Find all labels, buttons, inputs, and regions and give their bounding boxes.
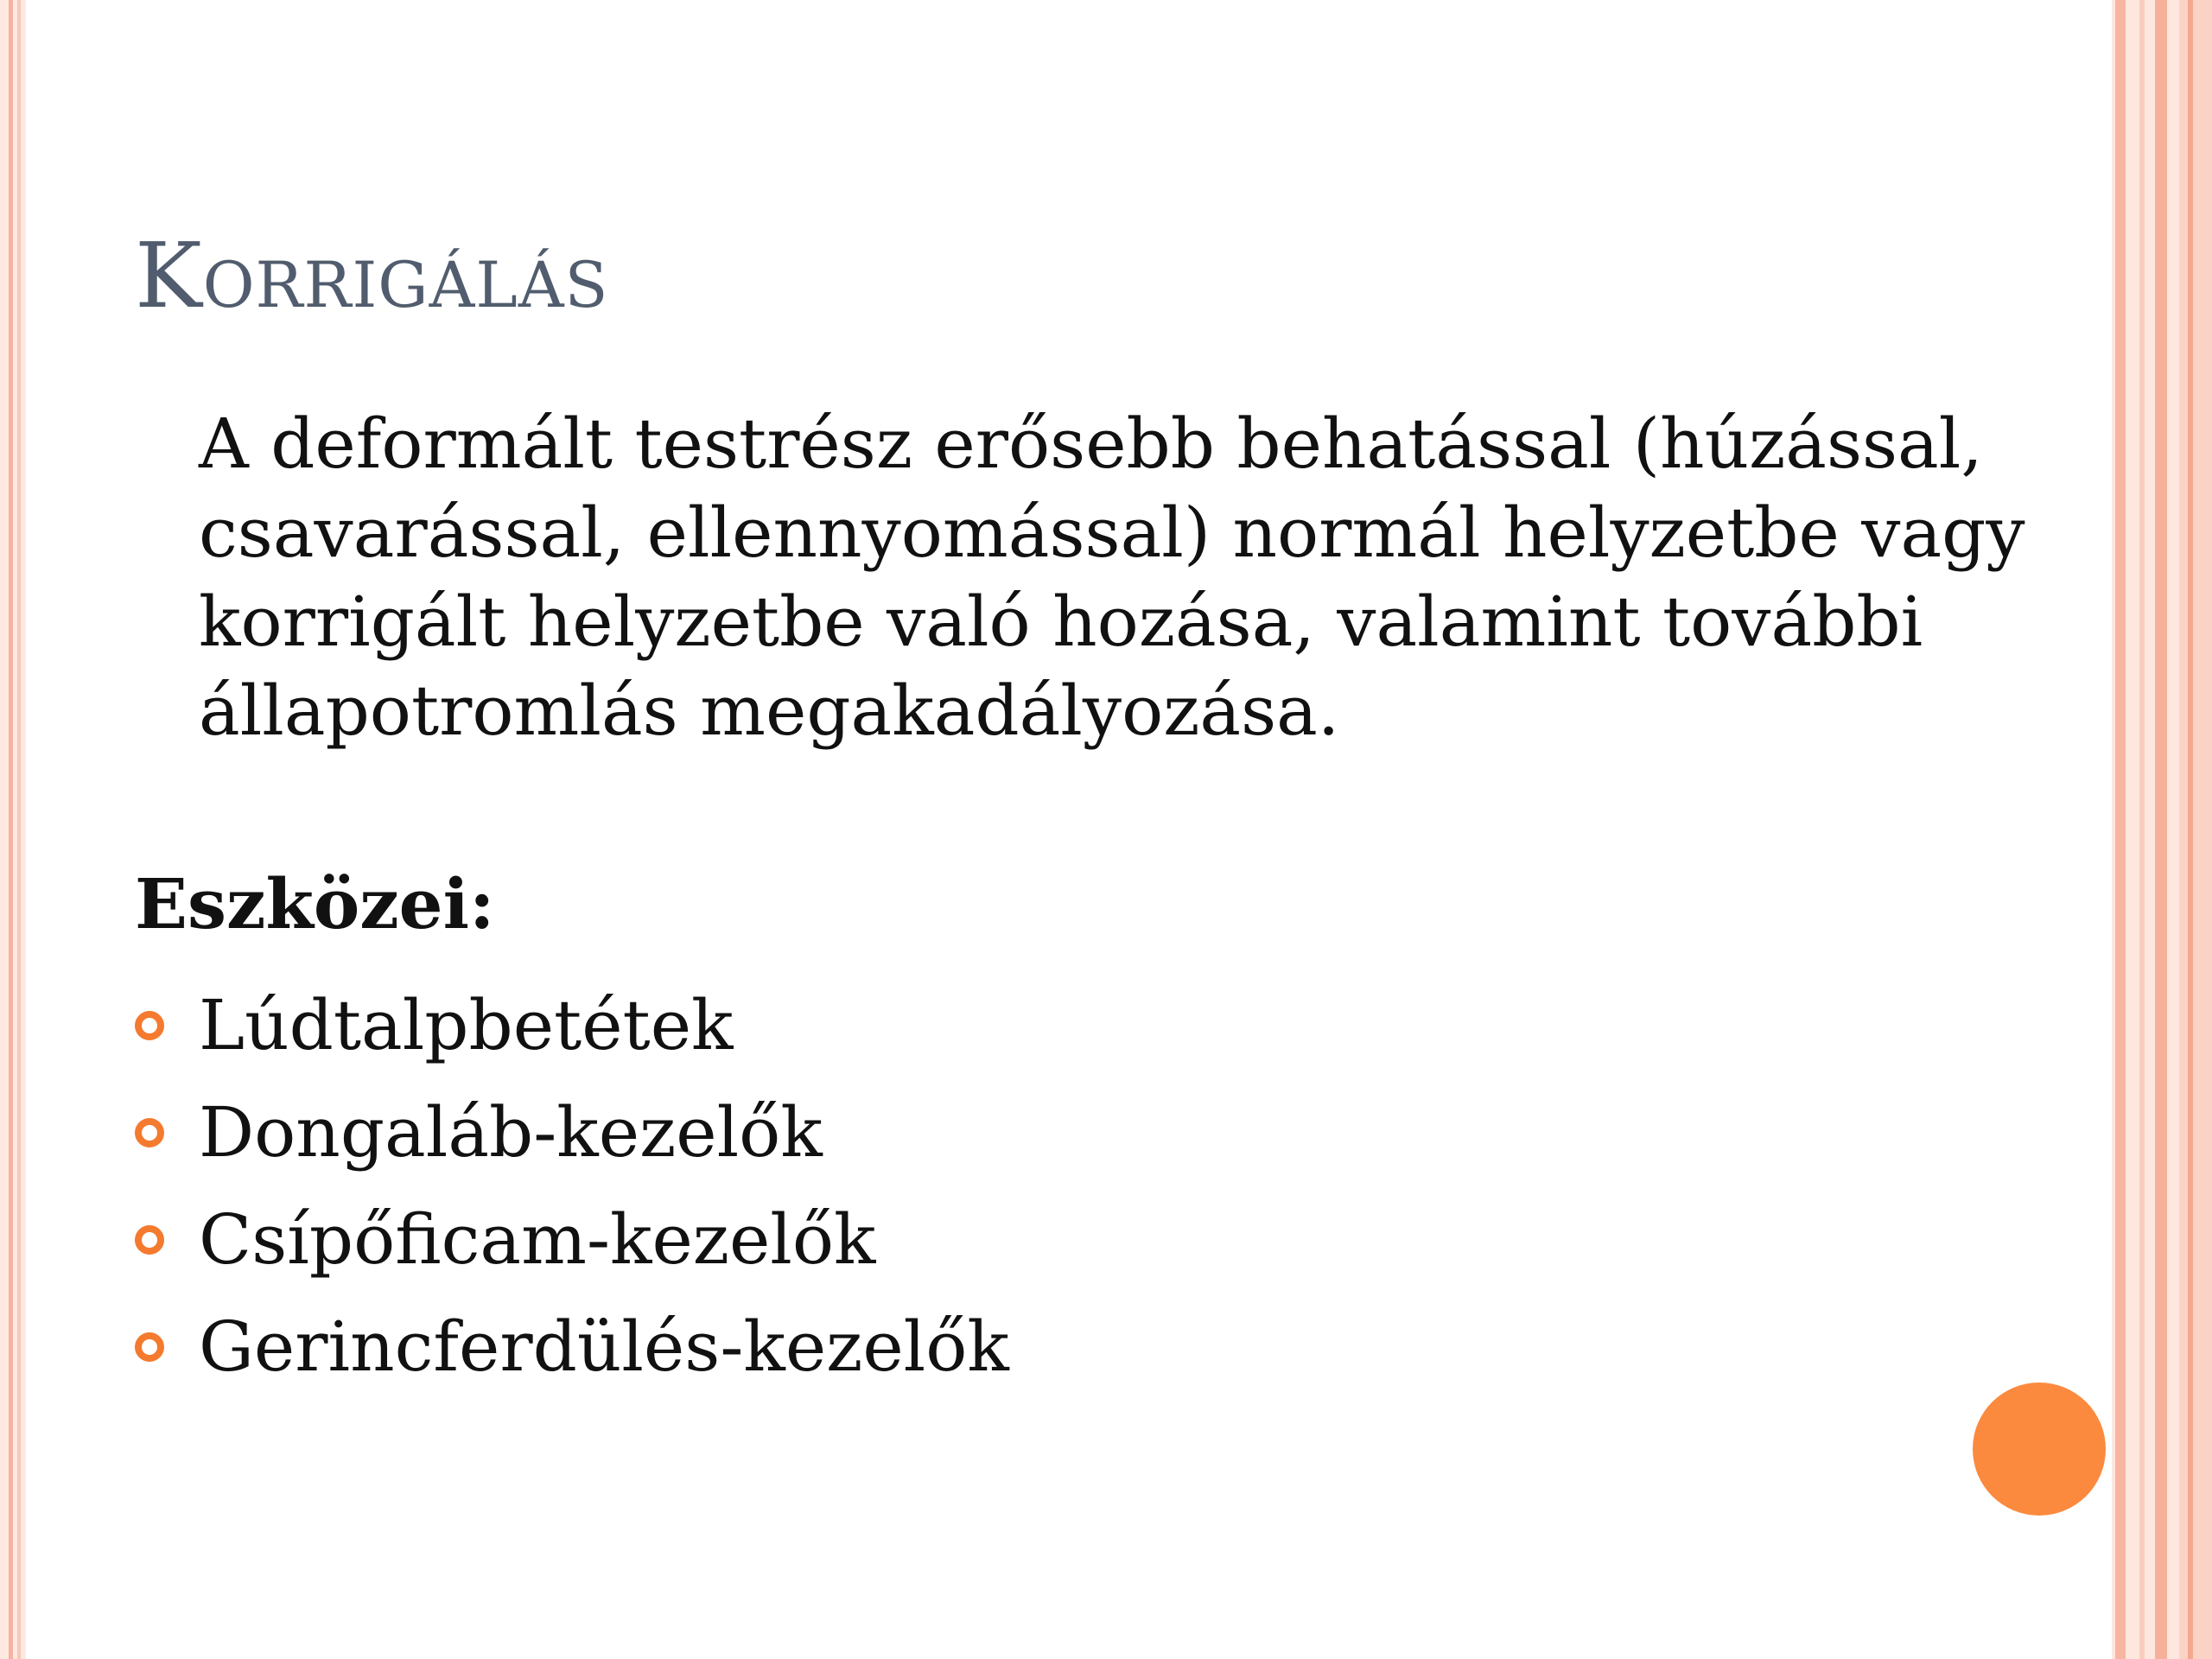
list-item-label: Lúdtalpbetétek [199,985,734,1065]
decorative-circle [1973,1382,2106,1516]
right-border-line [2139,0,2145,1659]
list-item-label: Gerincferdülés-kezelők [199,1306,1009,1387]
ring-bullet-icon [135,1011,164,1040]
left-border-band [0,0,26,1659]
right-border-line [2115,0,2126,1659]
definition-paragraph: A deformált testrész erősebb behatással (húzással, csavarással, ellennyomással) normál helyzetbe vagy korrigált helyzetbe való hozása, valamint további állapotromlás megakadályozása. [199,404,2025,751]
left-border-line [17,0,21,1659]
right-border-line [2188,0,2193,1659]
list-item-label: Dongaláb-kezelők [199,1092,823,1173]
tools-list [135,972,1009,1401]
ring-bullet-icon [135,1225,164,1255]
list-item-label: Csípőficam-kezelők [199,1199,876,1280]
ring-bullet-icon [135,1332,164,1362]
slide-title: Korrigálás [135,223,609,328]
list-item [135,1079,1009,1186]
right-border-line [2179,0,2212,1659]
ring-bullet-icon [135,1118,164,1147]
right-border-line [2155,0,2167,1659]
tools-heading: Eszközei: [135,863,495,944]
list-item [135,1294,1009,1401]
left-border-line [9,0,13,1659]
list-item [135,972,1009,1079]
list-item [135,1186,1009,1294]
